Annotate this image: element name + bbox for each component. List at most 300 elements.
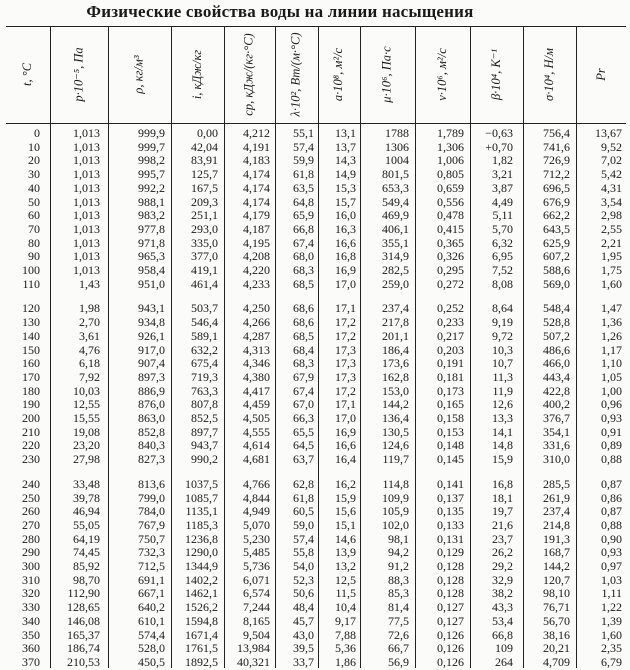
table-cell: 102,0 bbox=[382, 518, 409, 532]
table-cell: 13,984 bbox=[237, 642, 270, 656]
table-cell: 461,4 bbox=[191, 277, 218, 291]
table-cell: 610,1 bbox=[138, 614, 165, 628]
table-cell: 53,4 bbox=[492, 614, 513, 628]
table-cell: 632,2 bbox=[191, 343, 218, 357]
table-cell: 27,98 bbox=[73, 453, 100, 467]
table-cell: 1,013 bbox=[73, 140, 100, 154]
table-cell: 995,7 bbox=[138, 168, 165, 182]
table-cell: 643,5 bbox=[543, 222, 570, 236]
table-cell: 16,6 bbox=[335, 236, 356, 250]
table-cell: 310,0 bbox=[543, 453, 570, 467]
table-cell: 290 bbox=[22, 546, 40, 560]
table-cell: 191,3 bbox=[543, 532, 570, 546]
table-cell: 14,1 bbox=[492, 425, 513, 439]
column-header bbox=[171, 26, 224, 123]
table-cell: 144,2 bbox=[543, 560, 570, 573]
table-cell: 124,6 bbox=[382, 439, 409, 453]
table-cell: 88,3 bbox=[388, 573, 409, 587]
table-cell: 1,013 bbox=[73, 236, 100, 250]
table-cell: 951,0 bbox=[138, 277, 165, 291]
table-cell: 60,5 bbox=[293, 505, 314, 519]
table-cell: 6,32 bbox=[492, 236, 513, 250]
table-cell: 186,4 bbox=[382, 343, 409, 357]
table-cell: 4,949 bbox=[243, 505, 270, 519]
table-cell: 6,18 bbox=[79, 357, 100, 371]
table-cell: 63,5 bbox=[293, 181, 314, 195]
table-cell: 72,6 bbox=[388, 628, 409, 642]
table-cell: 21,6 bbox=[492, 518, 513, 532]
table-cell: 0,181 bbox=[437, 370, 464, 384]
column-header-label: p·10⁻⁵, Па bbox=[71, 47, 86, 102]
table-cell: 1,17 bbox=[601, 343, 622, 357]
table-cell: 4,233 bbox=[243, 277, 270, 291]
table-cell: 965,3 bbox=[138, 250, 165, 264]
table-cell: 42,04 bbox=[191, 140, 218, 154]
table-cell: 712,2 bbox=[543, 168, 570, 182]
table-row bbox=[0, 478, 630, 492]
table-cell: 56,70 bbox=[543, 614, 570, 628]
table-cell: 370 bbox=[22, 655, 40, 669]
table-row bbox=[0, 601, 630, 615]
table-cell: 43,3 bbox=[492, 601, 513, 615]
table-cell: 66,3 bbox=[293, 412, 314, 425]
table-cell: 167,5 bbox=[191, 181, 218, 195]
table-cell: 220 bbox=[22, 439, 40, 453]
table-cell: 57,4 bbox=[293, 532, 314, 546]
table-cell: 5,230 bbox=[243, 532, 270, 546]
table-cell: 12,6 bbox=[492, 398, 513, 412]
column-divider bbox=[576, 26, 577, 668]
table-cell: 12,5 bbox=[335, 573, 356, 587]
table-cell: 3,21 bbox=[492, 168, 513, 182]
table-cell: 934,8 bbox=[138, 316, 165, 330]
table-cell: 876,0 bbox=[138, 398, 165, 412]
table-row bbox=[0, 209, 630, 223]
table-cell: 74,45 bbox=[73, 546, 100, 560]
table-cell: 4,555 bbox=[243, 425, 270, 439]
table-cell: 153,0 bbox=[382, 384, 409, 398]
table-cell: 569,0 bbox=[543, 277, 570, 291]
table-cell: 136,4 bbox=[382, 412, 409, 425]
table-cell: 0,272 bbox=[437, 277, 464, 291]
table-row bbox=[0, 505, 630, 519]
table-cell: 1402,2 bbox=[185, 573, 218, 587]
table-cell: 38,16 bbox=[543, 628, 570, 642]
table-cell: 503,7 bbox=[191, 302, 218, 316]
table-cell: 109,9 bbox=[382, 491, 409, 505]
table-cell: 4,505 bbox=[243, 412, 270, 425]
table-cell: 6,95 bbox=[492, 250, 513, 264]
table-cell: 4,313 bbox=[243, 343, 270, 357]
table-row bbox=[0, 264, 630, 278]
table-cell: 741,6 bbox=[543, 140, 570, 154]
table-cell: 827,3 bbox=[138, 453, 165, 467]
table-cell: 1,36 bbox=[601, 316, 622, 330]
table-cell: 2,98 bbox=[601, 209, 622, 223]
table-cell: 66,8 bbox=[293, 222, 314, 236]
table-cell: 39,78 bbox=[73, 491, 100, 505]
table-row bbox=[0, 519, 630, 533]
table-row bbox=[0, 344, 630, 358]
table-cell: 0,96 bbox=[601, 398, 622, 412]
table-cell: 852,5 bbox=[191, 412, 218, 425]
table-cell: 4,49 bbox=[492, 195, 513, 209]
table-cell: 8,165 bbox=[243, 614, 270, 628]
table-cell: 1,306 bbox=[437, 140, 464, 154]
table-cell: 17,2 bbox=[335, 329, 356, 343]
table-cell: 59,9 bbox=[293, 154, 314, 168]
column-header bbox=[360, 26, 415, 123]
table-cell: 17,2 bbox=[335, 316, 356, 330]
table-cell: 146,08 bbox=[67, 614, 100, 628]
table-cell: 43,0 bbox=[293, 628, 314, 642]
table-cell: 16,8 bbox=[335, 250, 356, 264]
table-cell: 1236,8 bbox=[185, 532, 218, 546]
table-cell: 507,2 bbox=[543, 329, 570, 343]
table-cell: 293,0 bbox=[191, 222, 218, 236]
table-cell: 70 bbox=[28, 222, 40, 236]
table-cell: 2,55 bbox=[601, 222, 622, 236]
column-header bbox=[576, 26, 626, 123]
table-cell: 68,6 bbox=[293, 302, 314, 316]
table-cell: 61,8 bbox=[293, 491, 314, 505]
table-cell: 1,11 bbox=[601, 587, 622, 601]
column-divider bbox=[415, 26, 416, 668]
table-cell: 1,60 bbox=[601, 277, 622, 291]
table-cell: 98,70 bbox=[73, 573, 100, 587]
table-cell: 653,3 bbox=[382, 181, 409, 195]
table-cell: 209,3 bbox=[191, 195, 218, 209]
table-cell: 110 bbox=[22, 277, 40, 291]
table-cell: 1788 bbox=[385, 127, 409, 140]
table-cell: 1,98 bbox=[79, 302, 100, 316]
table-cell: 0,131 bbox=[437, 532, 464, 546]
table-cell: 16,0 bbox=[335, 209, 356, 223]
table-cell: 4,174 bbox=[243, 181, 270, 195]
table-row bbox=[0, 587, 630, 601]
table-row bbox=[0, 492, 630, 506]
column-divider bbox=[470, 26, 471, 668]
table-cell: 1,03 bbox=[601, 573, 622, 587]
table-cell: 4,614 bbox=[243, 439, 270, 453]
table-cell: 13,1 bbox=[335, 127, 356, 140]
table-cell: 3,87 bbox=[492, 181, 513, 195]
table-cell: 0,158 bbox=[437, 412, 464, 425]
table-cell: 38,2 bbox=[492, 587, 513, 601]
table-cell: 6,79 bbox=[601, 655, 622, 669]
table-cell: 4,191 bbox=[243, 140, 270, 154]
table-cell: 13,9 bbox=[335, 546, 356, 560]
table-cell: 0,129 bbox=[437, 546, 464, 560]
column-header bbox=[415, 26, 470, 123]
table-row bbox=[0, 316, 630, 330]
column-divider bbox=[171, 26, 172, 668]
table-cell: 0,556 bbox=[437, 195, 464, 209]
table-row bbox=[0, 574, 630, 588]
table-cell: 201,1 bbox=[382, 329, 409, 343]
table-cell: 0,145 bbox=[437, 453, 464, 467]
table-cell: 2,35 bbox=[601, 642, 622, 656]
table-cell: 7,52 bbox=[492, 264, 513, 277]
table-cell: 469,9 bbox=[382, 209, 409, 223]
table-cell: 165,37 bbox=[67, 628, 100, 642]
table-cell: 917,0 bbox=[138, 343, 165, 357]
table-row bbox=[0, 168, 630, 182]
table-cell: 0,00 bbox=[197, 127, 218, 140]
column-header-label: t, °C bbox=[20, 62, 35, 87]
table-cell: 4,183 bbox=[243, 154, 270, 168]
column-header bbox=[50, 26, 108, 123]
table-cell: 5,736 bbox=[243, 560, 270, 573]
table-cell: 1594,8 bbox=[185, 614, 218, 628]
table-cell: 0 bbox=[34, 127, 40, 140]
table-cell: 67,0 bbox=[293, 398, 314, 412]
table-cell: 1,013 bbox=[73, 222, 100, 236]
table-cell: 0,93 bbox=[601, 412, 622, 425]
table-row bbox=[0, 546, 630, 560]
table-cell: 260 bbox=[22, 505, 40, 519]
table-cell: 331,6 bbox=[543, 439, 570, 453]
table-cell: 214,8 bbox=[543, 518, 570, 532]
column-divider bbox=[108, 26, 109, 668]
column-header bbox=[224, 26, 275, 123]
table-cell: 90 bbox=[28, 250, 40, 264]
table-cell: 1,013 bbox=[73, 250, 100, 264]
table-cell: 17,0 bbox=[335, 277, 356, 291]
table-cell: 340 bbox=[22, 614, 40, 628]
table-cell: 0,128 bbox=[437, 587, 464, 601]
table-cell: 19,7 bbox=[492, 505, 513, 519]
table-cell: 1,10 bbox=[601, 357, 622, 371]
column-header bbox=[275, 26, 318, 123]
table-cell: 55,8 bbox=[293, 546, 314, 560]
table-cell: 9,504 bbox=[243, 628, 270, 642]
table-cell: 77,5 bbox=[388, 614, 409, 628]
table-cell: 0,87 bbox=[601, 505, 622, 519]
table-cell: 0,203 bbox=[437, 343, 464, 357]
table-cell: 1,86 bbox=[335, 655, 356, 669]
table-cell: 799,0 bbox=[138, 491, 165, 505]
column-header bbox=[318, 26, 360, 123]
table-cell: 443,4 bbox=[543, 370, 570, 384]
table-cell: 0,252 bbox=[437, 302, 464, 316]
table-cell: 50 bbox=[28, 195, 40, 209]
table-cell: 6,071 bbox=[243, 573, 270, 587]
table-row bbox=[0, 426, 630, 440]
table-cell: 250 bbox=[22, 491, 40, 505]
table-cell: 48,4 bbox=[293, 601, 314, 615]
table-cell: 94,2 bbox=[388, 546, 409, 560]
table-cell: 696,5 bbox=[543, 181, 570, 195]
column-header-label: a·10⁸, м²/с bbox=[331, 47, 346, 102]
table-cell: 68,3 bbox=[293, 357, 314, 371]
table-cell: 625,9 bbox=[543, 236, 570, 250]
table-cell: 62,8 bbox=[293, 477, 314, 491]
table-cell: 886,9 bbox=[138, 384, 165, 398]
table-cell: 18,1 bbox=[492, 491, 513, 505]
table-cell: 840,3 bbox=[138, 439, 165, 453]
table-cell: 0,135 bbox=[437, 505, 464, 519]
table-cell: 237,4 bbox=[543, 505, 570, 519]
table-cell: 10,4 bbox=[335, 601, 356, 615]
table-cell: 33,48 bbox=[73, 477, 100, 491]
table-cell: 801,5 bbox=[382, 168, 409, 182]
table-cell: 20,21 bbox=[543, 642, 570, 656]
table-cell: 676,9 bbox=[543, 195, 570, 209]
table-row bbox=[0, 439, 630, 453]
table-cell: 66,7 bbox=[388, 642, 409, 656]
table-cell: 130,5 bbox=[382, 425, 409, 439]
table-cell: 1,013 bbox=[73, 195, 100, 209]
table-cell: 1671,4 bbox=[185, 628, 218, 642]
table-cell: 30 bbox=[28, 168, 40, 182]
table-cell: 943,1 bbox=[138, 302, 165, 316]
table-cell: 109 bbox=[495, 642, 513, 656]
table-cell: 162,8 bbox=[382, 370, 409, 384]
table-cell: 0,141 bbox=[437, 477, 464, 491]
table-cell: 999,9 bbox=[138, 127, 165, 140]
table-cell: 217,8 bbox=[382, 316, 409, 330]
table-cell: 168,7 bbox=[543, 546, 570, 560]
table-cell: 691,1 bbox=[138, 573, 165, 587]
table-cell: 85,92 bbox=[73, 560, 100, 573]
table-cell: 59,0 bbox=[293, 518, 314, 532]
table-cell: 54,0 bbox=[293, 560, 314, 573]
table-cell: 12,55 bbox=[73, 398, 100, 412]
table-cell: 4,346 bbox=[243, 357, 270, 371]
table-cell: 52,3 bbox=[293, 573, 314, 587]
table-row bbox=[0, 182, 630, 196]
table-cell: 813,6 bbox=[138, 477, 165, 491]
table-cell: 15,9 bbox=[335, 491, 356, 505]
table-cell: 65,9 bbox=[293, 209, 314, 223]
table-cell: 4,220 bbox=[243, 264, 270, 277]
table-cell: 67,4 bbox=[293, 236, 314, 250]
table-cell: 13,3 bbox=[492, 412, 513, 425]
column-divider bbox=[50, 26, 51, 668]
table-cell: 943,7 bbox=[191, 439, 218, 453]
table-cell: 0,415 bbox=[437, 222, 464, 236]
table-cell: 83,91 bbox=[191, 154, 218, 168]
table-cell: 0,127 bbox=[437, 614, 464, 628]
table-row bbox=[0, 278, 630, 292]
table-cell: 400,2 bbox=[543, 398, 570, 412]
table-cell: 320 bbox=[22, 587, 40, 601]
table-cell: 1462,1 bbox=[185, 587, 218, 601]
table-row bbox=[0, 398, 630, 412]
table-cell: 173,6 bbox=[382, 357, 409, 371]
table-cell: 261,9 bbox=[543, 491, 570, 505]
table-cell: 897,7 bbox=[191, 425, 218, 439]
table-cell: 0,126 bbox=[437, 628, 464, 642]
table-cell: 863,0 bbox=[138, 412, 165, 425]
column-divider bbox=[275, 26, 276, 668]
table-row bbox=[0, 412, 630, 426]
table-cell: 0,126 bbox=[437, 655, 464, 669]
table-cell: 4,31 bbox=[601, 181, 622, 195]
table-cell: 16,2 bbox=[335, 477, 356, 491]
table-row bbox=[0, 629, 630, 643]
table-cell: 64,8 bbox=[293, 195, 314, 209]
table-cell: 4,76 bbox=[79, 343, 100, 357]
table-cell: 91,2 bbox=[388, 560, 409, 573]
table-cell: 971,8 bbox=[138, 236, 165, 250]
table-cell: 68,3 bbox=[293, 264, 314, 277]
table-cell: 237,4 bbox=[382, 302, 409, 316]
table-row bbox=[0, 223, 630, 237]
table-cell: 282,5 bbox=[382, 264, 409, 277]
table-cell: 210 bbox=[22, 425, 40, 439]
table-cell: 270 bbox=[22, 518, 40, 532]
table-cell: 1,60 bbox=[601, 628, 622, 642]
table-cell: 763,3 bbox=[191, 384, 218, 398]
table-row bbox=[0, 250, 630, 264]
table-cell: 1085,7 bbox=[185, 491, 218, 505]
table-cell: 120,7 bbox=[543, 573, 570, 587]
table-cell: 1,43 bbox=[79, 277, 100, 291]
table-row bbox=[0, 357, 630, 371]
table-cell: 675,4 bbox=[191, 357, 218, 371]
table-cell: 13,67 bbox=[595, 127, 622, 140]
table-cell: 251,1 bbox=[191, 209, 218, 223]
table-cell: 23,7 bbox=[492, 532, 513, 546]
table-cell: 40,321 bbox=[237, 655, 270, 669]
table-cell: 8,08 bbox=[492, 277, 513, 291]
table-cell: 1,013 bbox=[73, 264, 100, 277]
table-cell: 264 bbox=[495, 655, 513, 669]
table-cell: 190 bbox=[22, 398, 40, 412]
table-rule bbox=[6, 123, 626, 124]
table-cell: 750,7 bbox=[138, 532, 165, 546]
table-cell: 15,1 bbox=[335, 518, 356, 532]
table-cell: 784,0 bbox=[138, 505, 165, 519]
table-row bbox=[0, 560, 630, 574]
table-cell: 280 bbox=[22, 532, 40, 546]
table-cell: 4,250 bbox=[243, 302, 270, 316]
table-cell: 20 bbox=[28, 154, 40, 168]
table-cell: 100 bbox=[22, 264, 40, 277]
table-cell: 1,95 bbox=[601, 250, 622, 264]
table-cell: 40 bbox=[28, 181, 40, 195]
table-cell: 60 bbox=[28, 209, 40, 223]
column-header-label: ρ, кг/м³ bbox=[131, 55, 146, 94]
table-cell: 4,174 bbox=[243, 168, 270, 182]
table-cell: 897,3 bbox=[138, 370, 165, 384]
table-cell: 3,54 bbox=[601, 195, 622, 209]
table-cell: 56,9 bbox=[388, 655, 409, 669]
table-cell: 1,013 bbox=[73, 168, 100, 182]
table-cell: 68,5 bbox=[293, 277, 314, 291]
table-cell: 4,380 bbox=[243, 370, 270, 384]
table-cell: 19,08 bbox=[73, 425, 100, 439]
table-cell: 7,02 bbox=[601, 154, 622, 168]
table-cell: 422,8 bbox=[543, 384, 570, 398]
table-cell: 0,478 bbox=[437, 209, 464, 223]
table-cell: 756,4 bbox=[543, 127, 570, 140]
table-cell: 114,8 bbox=[382, 477, 409, 491]
column-header-label: σ·10⁴, Н/м bbox=[542, 48, 556, 101]
table-cell: 712,5 bbox=[138, 560, 165, 573]
table-cell: 26,2 bbox=[492, 546, 513, 560]
table-cell: 16,6 bbox=[335, 439, 356, 453]
table-cell: 3,61 bbox=[79, 329, 100, 343]
table-cell: 11,3 bbox=[492, 370, 513, 384]
table-cell: 15,3 bbox=[335, 181, 356, 195]
table-cell: 259,0 bbox=[382, 277, 409, 291]
table-cell: 719,3 bbox=[191, 370, 218, 384]
table-cell: 85,3 bbox=[388, 587, 409, 601]
table-cell: 0,133 bbox=[437, 518, 464, 532]
